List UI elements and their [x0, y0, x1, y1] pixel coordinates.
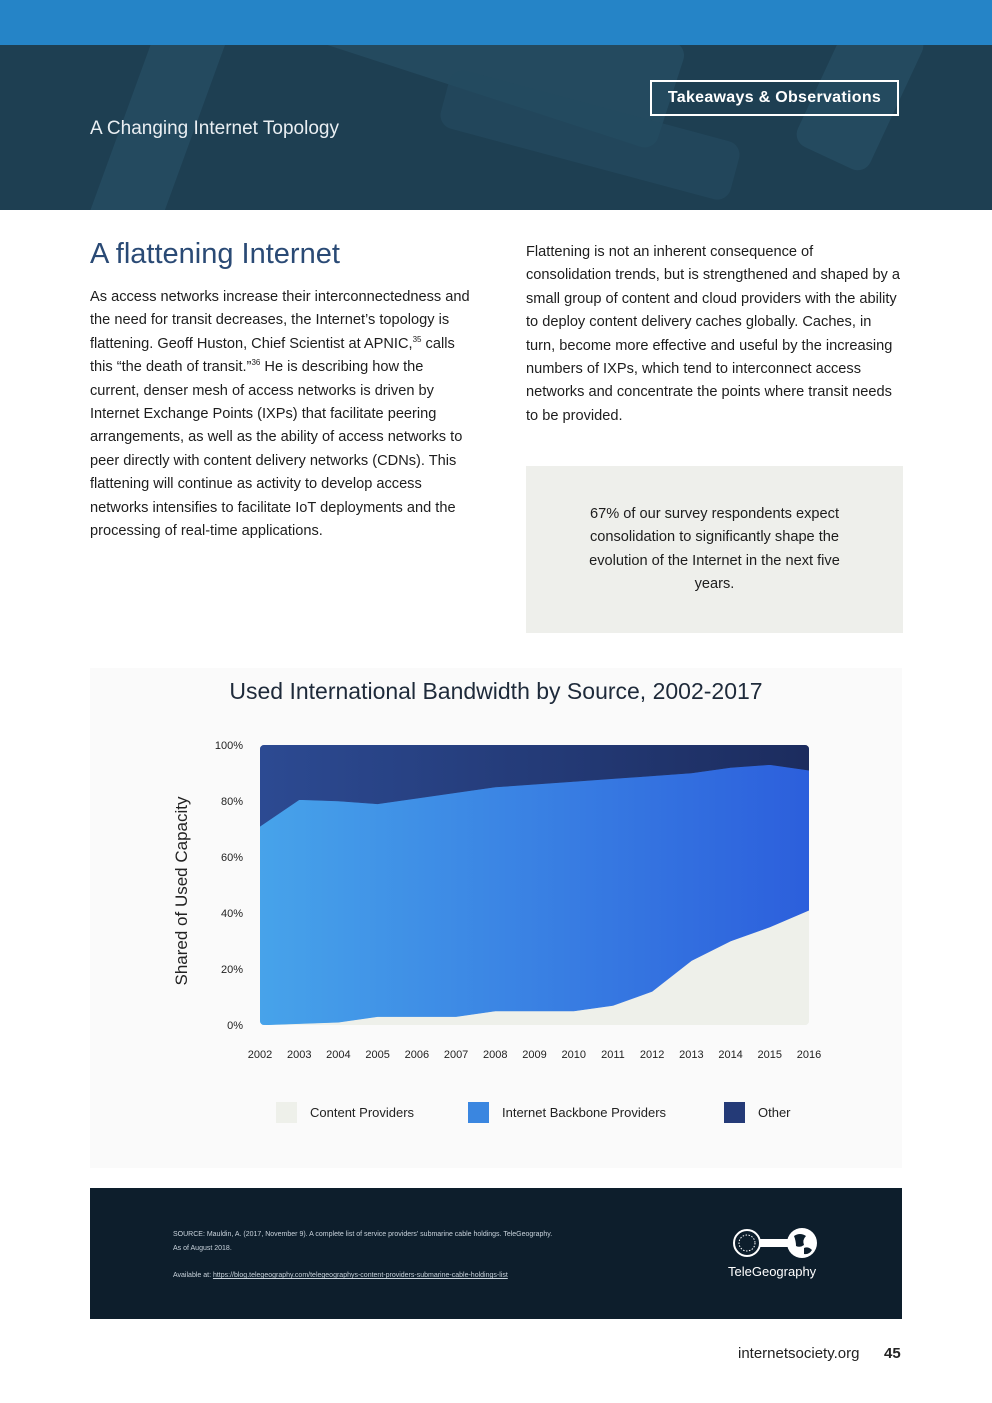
x-tick-label: 2015	[757, 1049, 783, 1061]
x-tick-label: 2008	[483, 1049, 508, 1061]
y-tick-label: 80%	[220, 796, 243, 808]
legend-item-content-providers	[276, 1101, 414, 1123]
logo-text: TeleGeography	[728, 1264, 817, 1279]
footnote-ref: 35	[412, 334, 422, 344]
left-paragraph-part3: He is describing how the current, denser mesh of access networks is driven by Internet Exchange Points (IXPs) that facilitate peering arrangements, as well as the ability of access networks to peer directly with content delivery networks (CDNs). This flattening will continue as activity to develop access networks intensifies to facilitate IoT deployments and the processing of real-time applications.	[90, 359, 463, 540]
x-tick-label: 2003	[286, 1049, 312, 1061]
x-tick-label: 2005	[365, 1049, 390, 1061]
legend-label: Internet Backbone Providers	[502, 1104, 667, 1120]
legend-swatch	[276, 1102, 297, 1123]
left-paragraph-part2: calls this “the death of transit.”	[90, 335, 455, 376]
plot-area	[260, 745, 809, 1025]
x-tick-label: 2006	[404, 1049, 430, 1061]
page-number: 45	[884, 1345, 901, 1362]
x-tick-label: 2009	[522, 1049, 547, 1061]
footnote-ref: 36	[251, 358, 261, 368]
available-label: Available at:	[173, 1272, 213, 1279]
x-tick-label: 2016	[796, 1049, 822, 1061]
section-tag: Takeaways & Observations	[650, 80, 899, 116]
legend-item-other	[724, 1101, 791, 1123]
source-citation	[173, 1228, 613, 1283]
y-tick-label: 100%	[214, 740, 243, 752]
source-line2: As of August 2018.	[173, 1244, 232, 1252]
source-link[interactable]: https://blog.telegeography.com/telegeographys-content-providers-submarine-cable-holdings-list	[212, 1272, 508, 1279]
footer-site: internetsociety.org	[738, 1345, 860, 1362]
legend-swatch	[468, 1102, 489, 1123]
x-tick-label: 2011	[601, 1049, 625, 1061]
article-heading: A flattening Internet	[90, 238, 340, 270]
y-tick-label: 0%	[227, 1020, 243, 1032]
x-tick-label: 2004	[326, 1049, 351, 1061]
right-column-text: Flattening is not an inherent consequence of consolidation trends, but is strengthened and shaped by a small group of content and cloud providers with the ability to deploy content delivery caches globally. Caches, in turn, become more effective and useful by the increasing numbers of IXPs, which tend to interconnect access networks and concentrate the points where transit needs to be provided.	[526, 244, 901, 424]
left-paragraph-part1: As access networks increase their interconnectedness and the need for transit decreases, the Internet’s topology is flattening. Geoff Huston, Chief Scientist at APNIC,	[90, 289, 470, 352]
x-tick-label: 2002	[247, 1049, 273, 1061]
callout-text: 67% of our survey respondents expect consolidation to significantly shape the evolution of the Internet in the next five years.	[589, 505, 840, 592]
y-axis-label: Shared of Used Capacity	[172, 796, 191, 986]
x-tick-label: 2013	[679, 1049, 704, 1061]
source-line1: SOURCE: Mauldin, A. (2017, November 9). A complete list of service providers’ submarine cable holdings. TeleGeography.	[173, 1231, 553, 1238]
legend-label: Content Providers	[310, 1104, 415, 1120]
chart-title: Used International Bandwidth by Source, 2002-2017	[229, 678, 763, 704]
x-tick-label: 2014	[718, 1049, 743, 1061]
section-title: A Changing Internet Topology	[90, 118, 339, 139]
x-tick-label: 2007	[443, 1049, 469, 1061]
y-tick-label: 60%	[220, 852, 243, 864]
telegeography-logo-icon	[730, 1226, 822, 1260]
legend-swatch	[724, 1102, 745, 1123]
legend-item-backbone-providers	[468, 1101, 666, 1123]
y-tick-label: 20%	[220, 964, 243, 976]
y-tick-label: 40%	[220, 908, 243, 920]
x-tick-label: 2012	[639, 1049, 665, 1061]
source-panel	[90, 1188, 902, 1319]
legend-label: Other	[758, 1104, 791, 1120]
x-tick-label: 2010	[561, 1049, 586, 1061]
